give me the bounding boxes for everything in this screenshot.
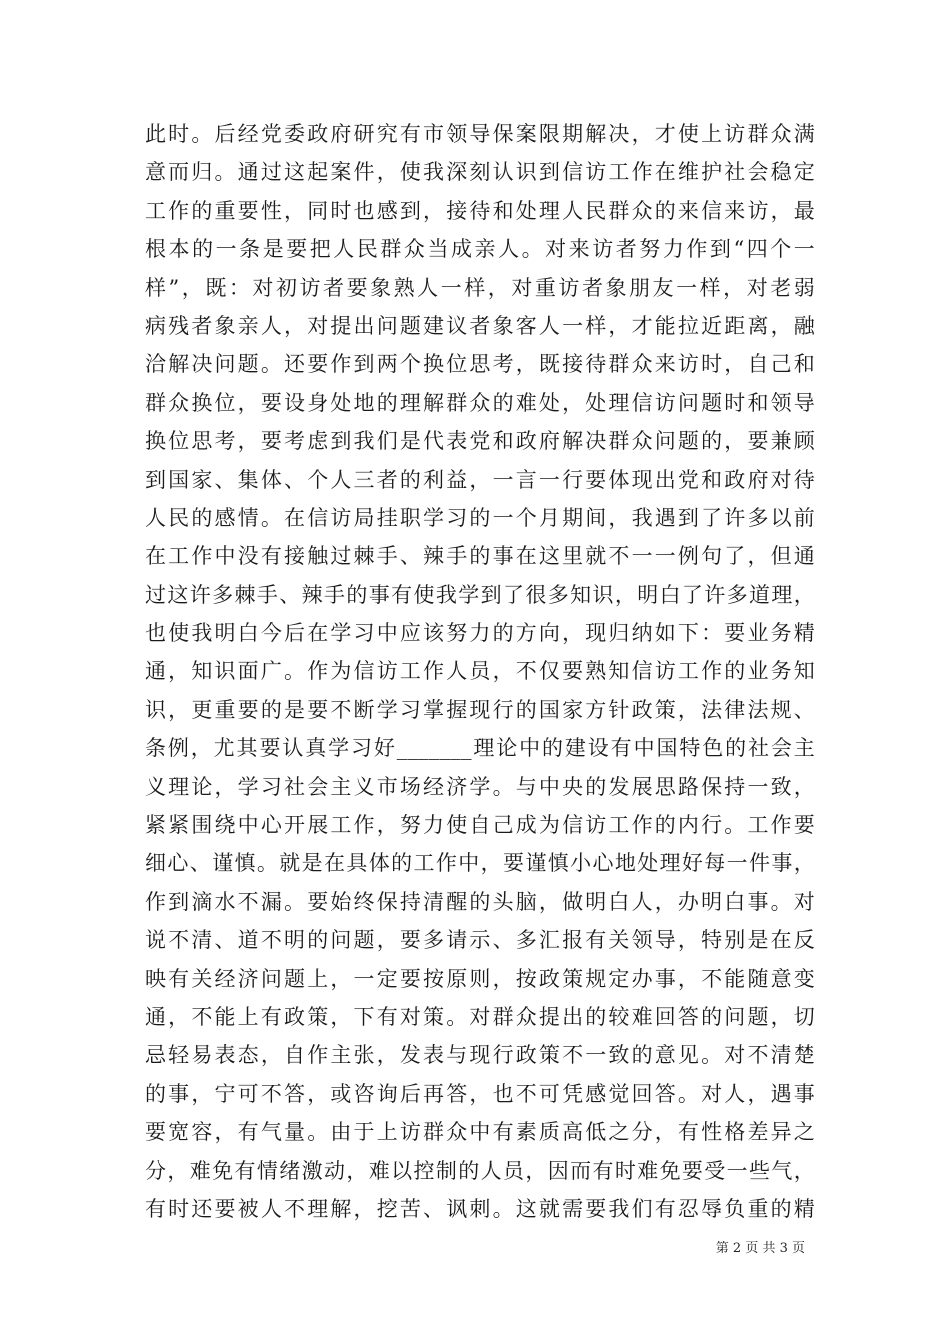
text-line: 通，知识面广。作为信访工作人员，不仅要熟知信访工作的业务知 xyxy=(145,659,815,684)
text-line: 映有关经济问题上，一定要按原则，按政策规定办事，不能随意变 xyxy=(145,966,815,991)
text-line: 有时还要被人不理解，挖苦、讽刺。这就需要我们有忍辱负重的精 xyxy=(145,1196,815,1221)
text-line: 细心、谨慎。就是在具体的工作中，要谨慎小心地处理好每一件事， xyxy=(145,851,815,876)
text-line: 识，更重要的是要不断学习掌握现行的国家方针政策，法律法规、 xyxy=(145,697,815,722)
text-line: 的事，宁可不答，或咨询后再答，也不可凭感觉回答。对人，遇事 xyxy=(145,1081,815,1106)
text-line: 过这许多棘手、辣手的事有使我学到了很多知识，明白了许多道理， xyxy=(145,582,815,607)
text-line: 忌轻易表态，自作主张，发表与现行政策不一致的意见。对不清楚 xyxy=(145,1043,815,1068)
text-line: 样”，既：对初访者要象熟人一样，对重访者象朋友一样，对老弱 xyxy=(145,275,815,300)
text-line: 意而归。通过这起案件，使我深刻认识到信访工作在维护社会稳定 xyxy=(145,160,815,185)
text-line: 到国家、集体、个人三者的利益，一言一行要体现出党和政府对待 xyxy=(145,467,815,492)
text-line: 分，难免有情绪激动，难以控制的人员，因而有时难免要受一些气， xyxy=(145,1158,815,1183)
body-paragraph xyxy=(145,115,815,1228)
text-line: 群众换位，要设身处地的理解群众的难处，处理信访问题时和领导 xyxy=(145,390,815,415)
text-line: 人民的感情。在信访局挂职学习的一个月期间，我遇到了许多以前 xyxy=(145,505,815,530)
text-line: 作到滴水不漏。要始终保持清醒的头脑，做明白人，办明白事。对 xyxy=(145,889,815,914)
text-line: 病残者象亲人，对提出问题建议者象客人一样，才能拉近距离，融 xyxy=(145,313,815,338)
text-line: 义理论，学习社会主义市场经济学。与中央的发展思路保持一致， xyxy=(145,774,815,799)
text-line: 换位思考，要考虑到我们是代表党和政府解决群众问题的，要兼顾 xyxy=(145,429,815,454)
text-line: 要宽容，有气量。由于上访群众中有素质高低之分，有性格差异之 xyxy=(145,1120,815,1145)
text-line: 也使我明白今后在学习中应该努力的方向，现归纳如下：要业务精 xyxy=(145,621,815,646)
text-line: 洽解决问题。还要作到两个换位思考，既接待群众来访时，自己和 xyxy=(145,352,815,377)
text-line: 条例，尤其要认真学习好_______理论中的建设有中国特色的社会主 xyxy=(145,736,815,761)
text-line: 通，不能上有政策，下有对策。对群众提出的较难回答的问题，切 xyxy=(145,1004,815,1029)
text-line: 工作的重要性，同时也感到，接待和处理人民群众的来信来访，最 xyxy=(145,198,815,223)
page-number: 第 2 页 共 3 页 xyxy=(715,1241,805,1256)
text-line: 根本的一条是要把人民群众当成亲人。对来访者努力作到“四个一 xyxy=(145,237,815,262)
text-line: 紧紧围绕中心开展工作，努力使自己成为信访工作的内行。工作要 xyxy=(145,813,815,838)
text-line: 此时。后经党委政府研究有市领导保案限期解决，才使上访群众满 xyxy=(145,122,815,146)
text-line: 在工作中没有接触过棘手、辣手的事在这里就不一一例句了，但通 xyxy=(145,544,815,569)
text-line: 说不清、道不明的问题，要多请示、多汇报有关领导，特别是在反 xyxy=(145,928,815,953)
